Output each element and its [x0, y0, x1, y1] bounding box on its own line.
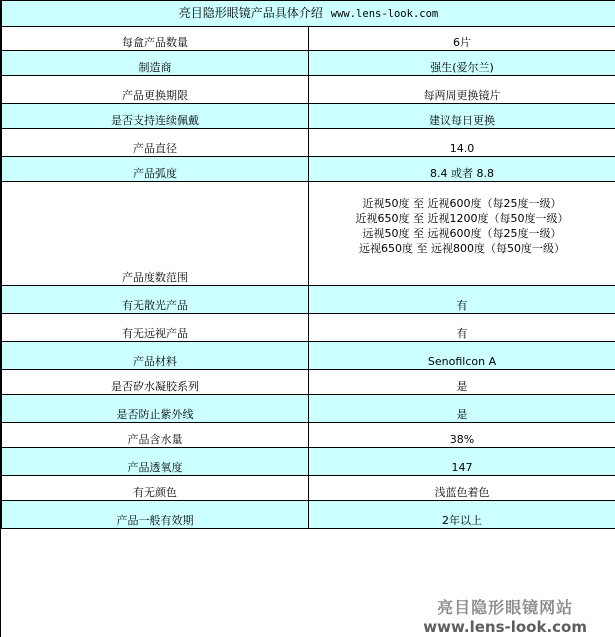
spec-value: 有 — [309, 314, 615, 342]
spec-value: 每两周更换镜片 — [309, 76, 615, 104]
spec-label: 制造商 — [2, 51, 309, 76]
site-watermark — [423, 598, 587, 636]
spec-label: 是否支持连续佩戴 — [2, 104, 309, 129]
spec-value: 建议每日更换 — [309, 104, 615, 129]
table-title-row — [2, 1, 615, 27]
spec-row-water-content — [2, 423, 615, 448]
spec-value: 14.0 — [309, 129, 615, 157]
spec-label: 产品透氧度 — [2, 448, 309, 476]
spec-row-hyperopia — [2, 314, 615, 342]
power-range-line: 远视650度 至 远视800度（每50度一级） — [359, 242, 565, 255]
spec-label: 是否防止紫外线 — [2, 395, 309, 423]
spec-label: 每盒产品数量 — [2, 27, 309, 51]
spec-row-shelf-life — [2, 501, 615, 529]
spec-label: 产品弧度 — [2, 157, 309, 182]
spec-row-quantity — [2, 27, 615, 51]
spec-label: 有无散光产品 — [2, 286, 309, 314]
spec-value: 有 — [309, 286, 615, 314]
spec-label: 产品更换期限 — [2, 76, 309, 104]
spec-label: 有无颜色 — [2, 476, 309, 501]
spec-row-color — [2, 476, 615, 501]
spec-value: 是 — [309, 370, 615, 395]
spec-value: 6片 — [309, 27, 615, 51]
title-url: www.lens-look.com — [330, 8, 439, 20]
watermark-url: www.lens-look.com — [423, 618, 587, 636]
spec-row-base-curve — [2, 157, 615, 182]
spec-row-replacement — [2, 76, 615, 104]
spec-label: 产品一般有效期 — [2, 501, 309, 529]
power-range-line: 远视50度 至 远视600度（每25度一级） — [362, 227, 562, 240]
spec-label: 产品含水量 — [2, 423, 309, 448]
spec-label: 有无远视产品 — [2, 314, 309, 342]
spec-value: 147 — [309, 448, 615, 476]
spec-row-astigmatism — [2, 286, 615, 314]
spec-row-silicone-hydrogel — [2, 370, 615, 395]
spec-label: 是否矽水凝胶系列 — [2, 370, 309, 395]
spec-value: Senofilcon A — [309, 342, 615, 370]
spec-value: 8.4 或者 8.8 — [309, 157, 615, 182]
spec-label: 产品度数范围 — [2, 182, 309, 286]
spec-value: 浅蓝色着色 — [309, 476, 615, 501]
spec-label: 产品材料 — [2, 342, 309, 370]
spec-row-continuous-wear — [2, 104, 615, 129]
spec-value: 38% — [309, 423, 615, 448]
spec-row-oxygen-permeability — [2, 448, 615, 476]
spec-row-diameter — [2, 129, 615, 157]
power-range-line: 近视50度 至 近视600度（每25度一级） — [362, 197, 562, 210]
product-spec-table — [1, 0, 615, 529]
spec-value: 是 — [309, 395, 615, 423]
watermark-site-name: 亮目隐形眼镜网站 — [437, 598, 574, 617]
power-range-cell — [309, 182, 615, 286]
power-range-line: 近视650度 至 近视1200度（每50度一级） — [355, 212, 569, 225]
spec-label: 产品直径 — [2, 129, 309, 157]
spec-row-material — [2, 342, 615, 370]
table-title: 亮目隐形眼镜产品具体介绍 — [178, 6, 323, 20]
table-title-cell — [2, 1, 615, 27]
spec-row-uv-protection — [2, 395, 615, 423]
spec-row-manufacturer — [2, 51, 615, 76]
spec-row-power-range — [2, 182, 615, 286]
spec-value: 2年以上 — [309, 501, 615, 529]
spec-value: 强生(爱尔兰) — [309, 51, 615, 76]
